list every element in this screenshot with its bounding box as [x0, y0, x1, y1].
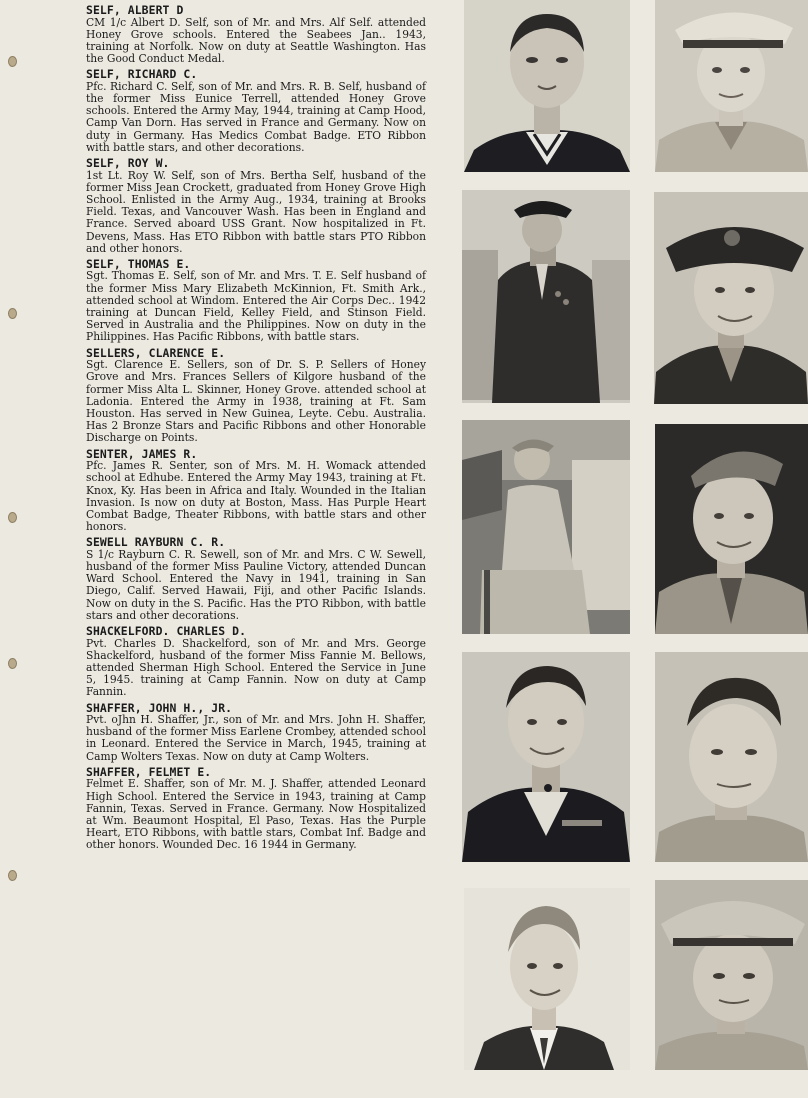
portrait-photo-rayburn-sewell — [462, 652, 630, 862]
entry-body: Sgt. Clarence E. Sellers, son of Dr. S. P. Sellers of Honey Grove and Mrs. Frances Sellers of Kilgore husband of the former Miss Alta L. Skinner, Honey Grove. attended school at Ladonia. Entered the Army in 1938, training at Ft. Sam Houston. Has served in New Guinea, Leyte. Cebu. Australia. Has 2 Bronze Stars and Pacific Ribbons and other Honorable Discharge on Points. — [86, 358, 426, 445]
portrait-photo-thomas-self — [654, 192, 808, 404]
biography-entry — [86, 68, 426, 154]
entry-body: S 1/c Rayburn C. R. Sewell, son of Mr. and Mrs. C W. Sewell, husband of the former Miss Pauline Victory, attended Duncan Ward School. Entered the Navy in 1941, training in San Diego, Calif. Served Hawaii, Fiji, and other Pacific Islands. Now on duty in the S. Pacific. Has the PTO Ribbon, with battle stars and other decorations. — [86, 547, 426, 622]
portrait-photo-john-shaffer — [464, 888, 630, 1070]
entry-name: SELLERS, CLARENCE E. — [86, 345, 226, 360]
entry-body: Pvt. oJhn H. Shaffer, Jr., son of Mr. and Mrs. John H. Shaffer, husband of the former Miss Earlene Crombey, attended school in Leonard. Entered the Service in March, 1945, training at Camp Wolters Texas. Now on duty at Camp Wolters. — [86, 713, 426, 763]
punch-hole — [8, 56, 17, 67]
entry-body: Pvt. Charles D. Shackelford, son of Mr. and Mrs. George Shackelford, husband of the former Miss Fannie M. Bellows, attended Sherman High School. Entered the Service in June 5, 1945. training at Camp Fannin. Now on duty at Camp Fannin. — [86, 636, 426, 699]
entry-name: SHAFFER, JOHN H., JR. — [86, 700, 233, 715]
entry-name: SENTER, JAMES R. — [86, 446, 198, 461]
punch-hole — [8, 870, 17, 881]
biography-entry — [86, 347, 426, 445]
portrait-photo-charles-shackelford — [655, 652, 808, 862]
entry-body: Sgt. Thomas E. Self, son of Mr. and Mrs. T. E. Self husband of the former Miss Mary Elizabeth McKinnion, Ft. Smith Ark., attended school at Windom. Entered the Air Corps Dec.. 1942 training at Duncan Field, Kelley Field, and Stinson Field. Served in Australia and the Philippines. Now on duty in the Philippines. Has Pacific Ribbons, with battle stars. — [86, 269, 426, 344]
punch-hole — [8, 512, 17, 523]
entry-body: CM 1/c Albert D. Self, son of Mr. and Mrs. Alf Self. attended Honey Grove schools. Entered the Seabees Jan.. 1943, training at Norfolk. Now on duty at Seattle Washington. Has the Good Conduct Medal. — [86, 15, 426, 66]
entry-body: Pfc. Richard C. Self, son of Mr. and Mrs. R. B. Self, husband of the former Miss Eunice Terrell, attended Honey Grove schools. Entered the Army May, 1944, training at Camp Hood, Camp Van Dorn. Has served in France and Germany. Now on duty in Germany. Has Medics Combat Badge. ETO Ribbon with battle stars, and other decorations. — [86, 79, 426, 154]
biography-entry — [86, 625, 426, 699]
entry-name: SEWELL RAYBURN C. R. — [86, 535, 226, 550]
punch-hole — [8, 308, 17, 319]
biography-entry — [86, 4, 426, 65]
entry-name: SELF, ROY W. — [86, 156, 170, 171]
entry-name: SELF, THOMAS E. — [86, 256, 191, 271]
entry-body: 1st Lt. Roy W. Self, son of Mrs. Bertha Self, husband of the former Miss Jean Crockett, graduated from Honey Grove High School. Enlisted in the Army Aug., 1934, training at Brooks Field. Texas, and Vancouver Wash. Has been in England and France. Served aboard USS Grant. Now hospitalized in Ft. Devens, Mass. Has ETO Ribbon with battle stars PTO Ribbon and other honors. — [86, 168, 426, 255]
punch-hole — [8, 658, 17, 669]
entry-name: SHAFFER, FELMET E. — [86, 764, 212, 779]
biography-column — [86, 4, 426, 855]
biography-entry — [86, 448, 426, 534]
entry-name: SELF, ALBERT D — [86, 3, 184, 17]
portrait-photo-james-senter — [655, 424, 808, 634]
entry-body: Felmet E. Shaffer, son of Mr. M. J. Shaffer, attended Leonard High School. Entered the Service in 1943, training at Camp Fannin, Texas. Served in France. Germany. Now Hospitalized at Wm. Beaumont Hospital, El Paso, Texas. Has the Purple Heart, ETO Ribbons, with battle stars, Combat Inf. Badge and other honors. Wounded Dec. 16 1944 in Germany. — [86, 777, 426, 852]
entry-name: SELF, RICHARD C. — [86, 67, 198, 82]
biography-entry — [86, 258, 426, 344]
portrait-photo-felmet-shaffer — [655, 880, 808, 1070]
portrait-photo-roy-self — [462, 190, 630, 403]
biography-entry — [86, 766, 426, 852]
entry-body: Pfc. James R. Senter, son of Mrs. M. H. Womack attended school at Edhube. Entered the Army May 1943, training at Ft. Knox, Ky. Has been in Africa and Italy. Wounded in the Italian Invasion. Is now on duty at Boston, Mass. Has Purple Heart Combat Badge, Theater Ribbons, with battle stars and other honors. — [86, 459, 426, 534]
portrait-photo-clarence-sellers — [462, 420, 630, 634]
biography-entry — [86, 157, 426, 255]
biography-entry — [86, 702, 426, 763]
portrait-photo-richard-self — [655, 0, 808, 172]
entry-name: SHACKELFORD. CHARLES D. — [86, 624, 247, 639]
portrait-photo-albert-self — [464, 0, 630, 172]
biography-entry — [86, 536, 426, 622]
